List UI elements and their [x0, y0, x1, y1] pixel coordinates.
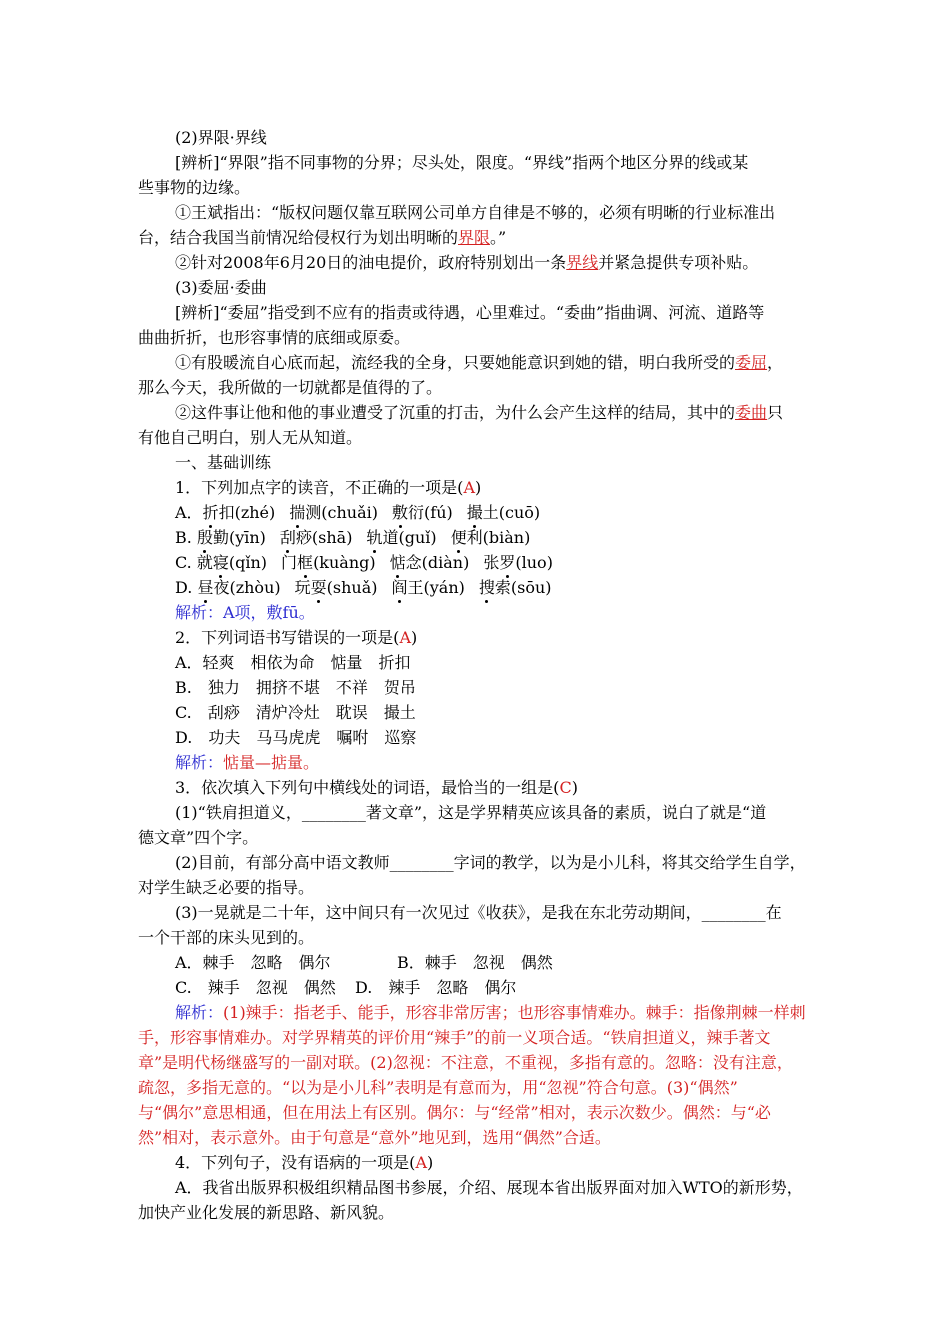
- option-row: C. 辣手 忽视 偶然 D. 辣手 忽略 偶尔: [175, 978, 517, 997]
- option-item: 敷衍(fú): [392, 503, 453, 522]
- explanation: 章”是明代杨继盛写的一副对联。(2)忽视：不注意，不重视，多指有意的。忽略：没有注意，: [138, 1053, 793, 1072]
- explanation: 手，形容事情难办。对学界精英的评价用“辣手”的前一义项合适。“铁肩担道义，辣手著文: [138, 1028, 771, 1047]
- option-item: 昼夜(zhòu): [197, 578, 281, 597]
- question-stem: 4．下列句子，没有语病的一项是(A): [175, 1153, 434, 1172]
- option-item: 殷勤(yīn): [196, 528, 266, 547]
- option-item: 刮痧(shā): [279, 528, 353, 547]
- option-row: D. 功夫 马马虎虎 嘱咐 巡察: [175, 728, 417, 747]
- example-sentence: 那么今天，我所做的一切就都是值得的了。: [138, 378, 443, 397]
- explanation: 疏忽，多指无意的。“以为是小儿科”表明是有意而为，用“忽视”符合句意。(3)“偶然”: [138, 1078, 738, 1097]
- question-sentence: (3)一晃就是二十年，这中间只有一次见过《收获》，是我在东北劳动期间，________在: [175, 903, 782, 922]
- option-row: [175, 578, 552, 598]
- emphasized-character: 折: [202, 503, 219, 522]
- option-item: 揣测(chuǎi): [289, 503, 379, 522]
- emphasized-character: 寝: [212, 553, 229, 572]
- explanation: 解析：A项，敷fū。: [175, 603, 315, 622]
- section-title: (3)委屈·委曲: [175, 278, 267, 297]
- option-label: B.: [175, 528, 197, 547]
- explanation: 解析：惦量—掂量。: [175, 753, 320, 772]
- analysis-text: 些事物的边缘。: [138, 178, 251, 197]
- example-sentence: ①有股暖流自心底而起，流经我的全身，只要她能意识到她的错，明白我所受的委屈，: [175, 353, 784, 372]
- emphasized-character: 耍: [310, 578, 327, 597]
- emphasized-character: 框: [297, 553, 314, 572]
- example-sentence: ②针对2008年6月20日的油电提价，政府特别划出一条界线并紧急提供专项补贴。: [175, 253, 759, 272]
- option-item: 就寝(qǐn): [196, 553, 268, 572]
- option-row: [175, 553, 553, 573]
- explanation: 然”相对，表示意外。由于句意是“意外”地见到，选用“偶然”合适。: [138, 1128, 611, 1147]
- option-item: 阎王(yán): [391, 578, 465, 597]
- question-stem: 1．下列加点字的读音，不正确的一项是(A): [175, 478, 482, 497]
- option-item: 门框(kuàng): [281, 553, 376, 572]
- explanation: 解析：(1)辣手：指老手、能手，形容非常厉害；也形容事情难办。棘手：指像荆棘一样刺: [175, 1003, 806, 1022]
- emphasized-character: 揣: [289, 503, 306, 522]
- analysis-text: 曲曲折折，也形容事情的底细或原委。: [138, 328, 411, 347]
- highlighted-word: 委屈: [735, 353, 768, 372]
- question-stem: 2．下列词语书写错误的一项是(A): [175, 628, 418, 647]
- emphasized-character: 便: [450, 528, 467, 547]
- analysis-text: [辨析]“界限”指不同事物的分界；尽头处，限度。“界线”指两个地区分界的线或某: [175, 153, 749, 172]
- emphasized-character: 搜: [478, 578, 495, 597]
- answer-letter: A: [399, 628, 411, 647]
- question-sentence: 对学生缺乏必要的指导。: [138, 878, 315, 897]
- option-item: 折扣(zhé): [202, 503, 276, 522]
- option-row: B. 独力 拥挤不堪 不祥 贺吊: [175, 678, 416, 697]
- section-heading: 一、基础训练: [175, 453, 272, 472]
- emphasized-character: 轨: [366, 528, 383, 547]
- option-row: 加快产业化发展的新思路、新风貌。: [138, 1203, 395, 1222]
- option-label: D.: [175, 578, 198, 597]
- emphasized-character: 昼: [197, 578, 214, 597]
- option-item: 撮土(cuō): [466, 503, 541, 522]
- option-item: 搜索(sōu): [478, 578, 552, 597]
- emphasized-character: 敷: [392, 503, 409, 522]
- highlighted-word: 界线: [566, 253, 599, 272]
- option-row: [175, 503, 540, 523]
- option-item: 惦念(diàn): [389, 553, 470, 572]
- answer-letter: A: [415, 1153, 427, 1172]
- question-stem: 3．依次填入下列句中横线处的词语，最恰当的一组是(C): [175, 778, 578, 797]
- highlighted-word: 界限: [458, 228, 491, 247]
- emphasized-character: 阎: [391, 578, 408, 597]
- emphasized-character: 殷: [196, 528, 213, 547]
- example-sentence: 有他自己明白，别人无从知道。: [138, 428, 363, 447]
- option-row: C. 刮痧 清炉冷灶 耽误 撮土: [175, 703, 416, 722]
- option-row: A．棘手 忽略 偶尔 B．棘手 忽视 偶然: [175, 953, 553, 972]
- option-row: [175, 528, 530, 548]
- option-row: A．我省出版界积极组织精品图书参展，介绍、展现本省出版界面对加入WTO的新形势，: [175, 1178, 803, 1197]
- question-sentence: 一个干部的床头见到的。: [138, 928, 315, 947]
- emphasized-character: 惦: [389, 553, 406, 572]
- option-label: C.: [175, 553, 197, 572]
- highlighted-word: 委曲: [735, 403, 768, 422]
- answer-letter: C: [559, 778, 572, 797]
- analysis-text: [辨析]“委屈”指受到不应有的指责或待遇，心里难过。“委曲”指曲调、河流、道路等: [175, 303, 765, 322]
- emphasized-character: 撮: [466, 503, 483, 522]
- option-label: A．: [175, 503, 203, 522]
- emphasized-character: 刮: [279, 528, 296, 547]
- answer-letter: A: [463, 478, 475, 497]
- option-item: 轨道(guǐ): [366, 528, 437, 547]
- example-sentence: ②这件事让他和他的事业遭受了沉重的打击，为什么会产生这样的结局，其中的委曲只: [175, 403, 784, 422]
- explanation: 与“偶尔”意思相通，但在用法上有区别。偶尔：与“经常”相对，表示次数少。偶然：与“必: [138, 1103, 771, 1122]
- option-item: 玩耍(shuǎ): [294, 578, 378, 597]
- question-sentence: (1)“铁肩担道义，________著文章”，这是学界精英应该具备的素质，说白了就是“道: [175, 803, 767, 822]
- question-sentence: (2)目前，有部分高中语文教师________字词的教学，以为是小儿科，将其交给学生自学，: [175, 853, 806, 872]
- emphasized-character: 罗: [499, 553, 516, 572]
- option-item: 便利(biàn): [450, 528, 531, 547]
- option-item: 张罗(luo): [483, 553, 553, 572]
- section-title: (2)界限·界线: [175, 128, 267, 147]
- example-sentence: ①王斌指出：“版权问题仅靠互联网公司单方自律是不够的，必须有明晰的行业标准出: [175, 203, 776, 222]
- question-sentence: 德文章”四个字。: [138, 828, 259, 847]
- example-sentence: 台，结合我国当前情况给侵权行为划出明晰的界限。”: [138, 228, 507, 247]
- option-row: A．轻爽 相依为命 惦量 折扣: [175, 653, 411, 672]
